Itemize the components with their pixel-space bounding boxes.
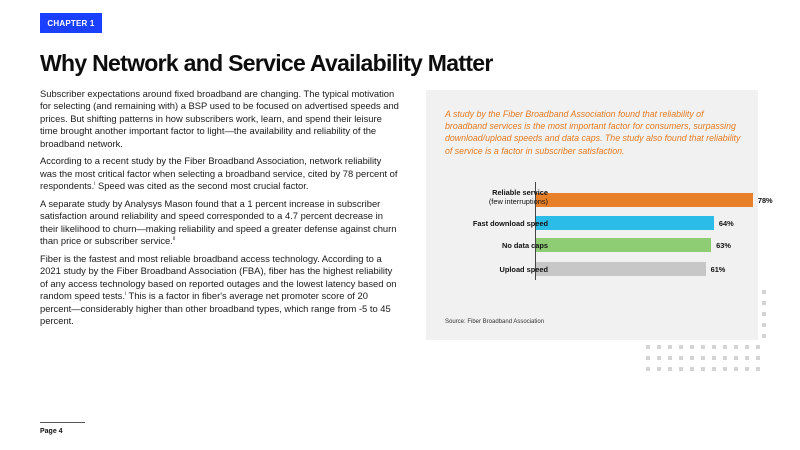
decorative-dot [723, 356, 727, 360]
decorative-dot [734, 367, 738, 371]
body-text [40, 88, 400, 333]
decorative-dot [701, 345, 705, 349]
decorative-dot [762, 290, 766, 294]
chart-value-label: 64% [718, 218, 734, 228]
decorative-dot [712, 345, 716, 349]
chart-bar [536, 216, 714, 230]
decorative-dot [657, 345, 661, 349]
decorative-dot [734, 356, 738, 360]
decorative-dot [734, 345, 738, 349]
decorative-dot [690, 345, 694, 349]
decorative-dot [712, 367, 716, 371]
decorative-dot [668, 356, 672, 360]
decorative-dot [690, 356, 694, 360]
decorative-dot [762, 323, 766, 327]
page-title: Why Network and Service Availability Matter [40, 50, 493, 76]
chart-category-name: Reliable service [492, 188, 548, 197]
chart-category-sublabel: (few interruptions) [488, 197, 548, 206]
decorative-dot [762, 301, 766, 305]
paragraph-2-text: According to a recent study by the Fiber Broadband Association, network reliability was the most critical factor when selecting a broadband service, cited by 78 percent of respondents. [40, 155, 398, 192]
page-number: Page 4 [40, 428, 63, 435]
decorative-dot [712, 356, 716, 360]
chart-source: Source: Fiber Broadband Association [445, 319, 545, 325]
decorative-dot [679, 367, 683, 371]
decorative-dot [690, 367, 694, 371]
decorative-dot [756, 367, 760, 371]
decorative-dot [668, 345, 672, 349]
decorative-dot [723, 345, 727, 349]
paragraph-3 [40, 198, 400, 248]
decorative-dot [701, 356, 705, 360]
chart-bar [536, 238, 711, 252]
paragraph-1 [40, 88, 400, 150]
chart-value-label: 63% [716, 240, 731, 250]
paragraph-3-text: A separate study by Analysys Mason found that a 1 percent increase in subscriber satisfaction around reliability and speed corresponded to a 4.7 percent decrease in their likelihood to churn—making reliability and speed a greater defense against churn than price or subscriber service. [40, 198, 397, 247]
decorative-dot [679, 345, 683, 349]
decorative-dot [701, 367, 705, 371]
chart-value-label: 78% [757, 195, 773, 205]
decorative-dot [679, 356, 683, 360]
decorative-dot [745, 356, 749, 360]
paragraph-4 [40, 253, 400, 327]
decorative-dot [646, 367, 650, 371]
decorative-dot [668, 367, 672, 371]
decorative-dot [762, 334, 766, 338]
footer-rule [40, 422, 85, 423]
decorative-dot [756, 356, 760, 360]
footnote-ref[interactable]: i [124, 291, 127, 298]
callout-quote: A study by the Fiber Broadband Association found that reliability of broadband services is the most important factor for consumers, surpassing download/upload speeds and data caps. The study also found that reliability of service is a factor in subscriber satisfaction. [445, 109, 741, 156]
paragraph-1-text: Subscriber expectations around fixed broadband are changing. The typical motivation for selecting (and remaining with) a BSP used to be focused on advertised speeds and prices. But shifting patterns in how subscribers work, learn, and spend their leisure time brought another important factor to light—the availability and reliability of the broadband network. [40, 88, 399, 149]
decorative-dot [723, 367, 727, 371]
paragraph-4-tail: This is a factor in fiber's average net promoter score of 20 percent—considerably higher than other broadband types, which range from -5 to 45 percent. [40, 290, 391, 327]
paragraph-2 [40, 155, 400, 192]
decorative-dot [756, 345, 760, 349]
chart-category-name: Fast download speed [472, 218, 548, 228]
decorative-dot [646, 356, 650, 360]
chart-category-name: No data caps [501, 240, 548, 250]
decorative-dot [745, 345, 749, 349]
chart-category-label [473, 219, 548, 228]
chapter-badge: CHAPTER 1 [40, 13, 102, 33]
decorative-dot [657, 356, 661, 360]
chart-category-name: Upload speed [499, 264, 548, 274]
decorative-dot [657, 367, 661, 371]
chart-bar [536, 262, 706, 276]
paragraph-4-text: Fiber is the fastest and most reliable broadband access technology. According to a 2021 study by the Fiber Broadband Association (FBA), fiber has the highest reliability of any access technology based on reported outages and the lowest latency based on random speed tests. [40, 253, 397, 302]
chart-panel [426, 90, 773, 340]
chart-value-label: 61% [710, 264, 726, 274]
footnote-ref[interactable]: i [94, 181, 96, 188]
chart-category-label [489, 188, 548, 206]
decorative-dot [745, 367, 749, 371]
decorative-dot [646, 345, 650, 349]
decorative-dot [762, 312, 766, 316]
footnote-ref[interactable]: ii [172, 236, 176, 243]
chart-category-label [502, 241, 548, 250]
chart-bar [536, 193, 753, 207]
chart-category-label [500, 265, 548, 274]
paragraph-2-tail: Speed was cited as the second most crucial factor. [95, 180, 309, 192]
